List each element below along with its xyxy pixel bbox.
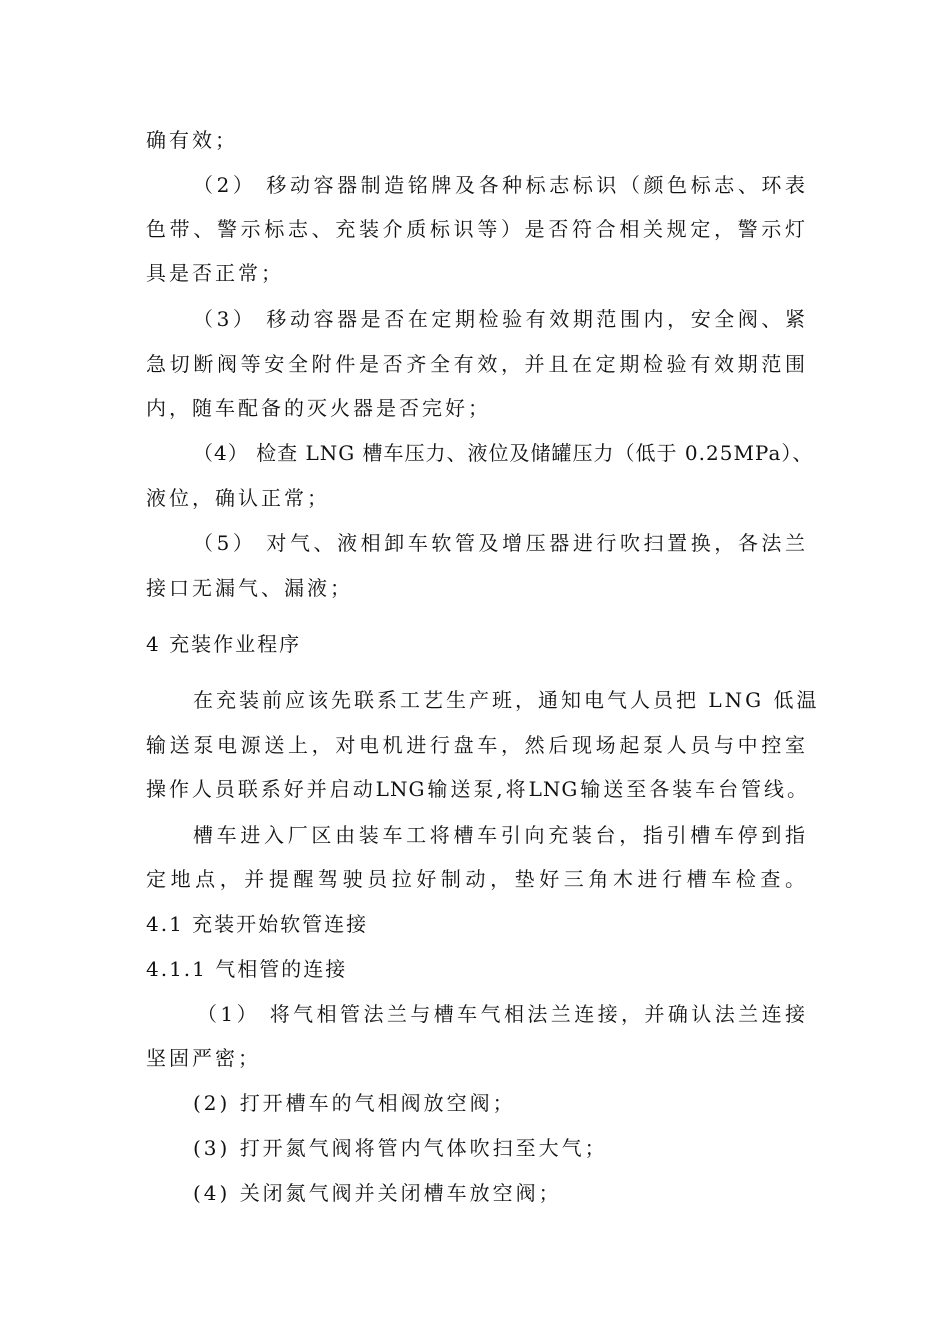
text-line-10: （5） 对气、液相卸车软管及增压器进行吹扫置换，各法兰 <box>193 531 808 555</box>
section-heading-4-1: 4.1 充装开始软管连接 <box>146 912 369 936</box>
text-line-20: （1） 将气相管法兰与槽车气相法兰连接，并确认法兰连接 <box>197 1002 808 1026</box>
text-line-14: 输送泵电源送上，对电机进行盘车，然后现场起泵人员与中控室 <box>146 733 808 757</box>
text-line-4: 具是否正常； <box>146 261 284 285</box>
text-line-6: 急切断阀等安全附件是否齐全有效，并且在定期检验有效期范围 <box>146 352 808 376</box>
section-heading-4: 4 充装作业程序 <box>146 632 302 656</box>
text-line-13: 在充装前应该先联系工艺生产班，通知电气人员把 LNG 低温 <box>193 688 820 712</box>
text-line-2: （2） 移动容器制造铭牌及各种标志标识（颜色标志、环表 <box>193 173 808 197</box>
text-line-3: 色带、警示标志、充装介质标识等）是否符合相关规定，警示灯 <box>146 217 808 241</box>
text-line-9: 液位，确认正常； <box>146 486 330 510</box>
text-line-15: 操作人员联系好并启动LNG输送泵,将LNG输送至各装车台管线。 <box>146 777 808 801</box>
text-line-16: 槽车进入厂区由装车工将槽车引向充装台，指引槽车停到指 <box>193 823 808 847</box>
text-line-11: 接口无漏气、漏液； <box>146 576 353 600</box>
text-line-24: (4) 关闭氮气阀并关闭槽车放空阀； <box>193 1181 562 1205</box>
text-line-5: （3） 移动容器是否在定期检验有效期范围内，安全阀、紧 <box>193 307 808 331</box>
section-heading-4-1-1: 4.1.1 气相管的连接 <box>146 957 348 981</box>
text-line-21: 坚固严密； <box>146 1046 261 1070</box>
text-line-8: （4） 检查 LNG 槽车压力、液位及储罐压力（低于 0.25MPa）、 <box>193 441 814 465</box>
text-line-7: 内，随车配备的灭火器是否完好； <box>146 396 491 420</box>
text-line-17: 定地点，并提醒驾驶员拉好制动，垫好三角木进行槽车检查。 <box>146 867 808 891</box>
text-line-1: 确有效； <box>146 128 238 152</box>
text-line-22: (2) 打开槽车的气相阀放空阀； <box>193 1091 516 1115</box>
text-line-23: (3) 打开氮气阀将管内气体吹扫至大气； <box>193 1136 608 1160</box>
